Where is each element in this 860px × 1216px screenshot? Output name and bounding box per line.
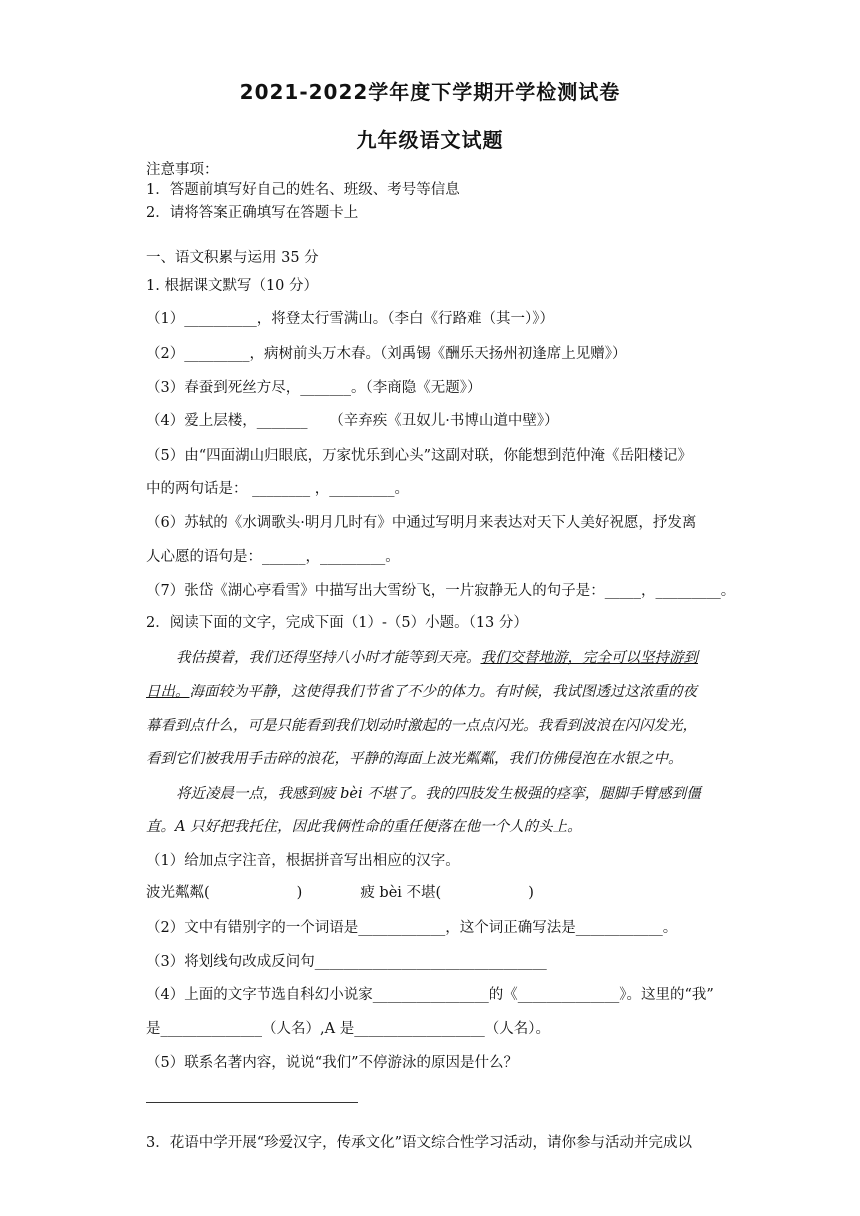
question-1-line-2: （2）_________，病树前头万木春。（刘禹锡《酬乐天扬州初逢席上见赠》） <box>146 346 627 362</box>
subquestion-1-blanks: 波光粼粼( ) 疲 bèi 不堪( ) <box>146 885 534 901</box>
subquestion-5: （5）联系名著内容，说说“我们”不停游泳的原因是什么？ <box>146 1055 519 1071</box>
subquestion-4a: （4）上面的文字节选自科幻小说家________________的《______________》。这里的“我” <box>146 987 714 1003</box>
question-2-title: 2．阅读下面的文字，完成下面（1）-（5）小题。（13 分） <box>146 615 528 631</box>
subquestion-3: （3）将划线句改成反问句________________________________ <box>146 954 547 970</box>
passage-text: 我估摸着，我们还得坚持八小时才能等到天亮。 <box>176 650 481 666</box>
question-1-line-1: （1）__________，将登太行雪满山。（李白《行路难（其一）》） <box>146 311 554 327</box>
answer-line <box>146 1102 358 1103</box>
question-1-title: 1. 根据课文默写（10 分） <box>146 278 319 294</box>
question-1-line-6a: （6）苏轼的《水调歌头·明月几时有》中通过写明月来表达对天下人美好祝愿，抒发离 <box>146 515 697 531</box>
passage-line-6: 直。A 只好把我托住，因此我俩性命的重任便落在他一个人的头上。 <box>146 819 582 835</box>
passage-line-2 <box>146 682 716 702</box>
subquestion-2: （2）文中有错别字的一个词语是____________，这个词正确写法是____________。 <box>146 920 678 936</box>
notes-item-2: 2．请将答案正确填写在答题卡上 <box>146 205 359 221</box>
underlined-sentence: 我们交替地游，完全可以坚持游到 <box>480 650 698 666</box>
question-1-line-7: （7）张岱《湖心亭看雪》中描写出大雪纷飞，一片寂静无人的句子是：_____，_________。 <box>146 583 736 599</box>
subquestion-4b: 是______________（人名）,A 是__________________（人名）。 <box>146 1021 550 1037</box>
passage-line-3: 幕看到点什么，可是只能看到我们划动时激起的一点点闪光。我看到波浪在闪闪发光， <box>146 718 697 734</box>
exam-subtitle: 九年级语文试题 <box>356 128 504 152</box>
subquestion-1: （1）给加点字注音，根据拼音写出相应的汉字。 <box>146 853 460 869</box>
notes-heading: 注意事项： <box>146 162 219 178</box>
question-3-line-1: 3．花语中学开展“珍爱汉字，传承文化”语文综合性学习活动，请你参与活动并完成以 <box>146 1135 693 1151</box>
underlined-sentence-end: 日出。 <box>146 684 190 700</box>
passage-line-5: 将近凌晨一点，我感到疲 bèi 不堪了。我的四肢发生极强的痉挛，腿脚手臂感到僵 <box>176 786 701 802</box>
question-1-line-6b: 人心愿的语句是：______，_________。 <box>146 549 400 565</box>
question-1-line-3: （3）春蚕到死丝方尽，_______。（李商隐《无题》） <box>146 380 482 396</box>
question-1-line-5b: 中的两句话是： ________ ，_________。 <box>146 481 409 497</box>
section-heading: 一、语文积累与运用 35 分 <box>146 250 319 266</box>
passage-line-1 <box>176 648 716 668</box>
notes-item-1: 1．答题前填写好自己的姓名、班级、考号等信息 <box>146 182 460 198</box>
passage-text: 海面较为平静，这使得我们节省了不少的体力。有时候，我试图透过这浓重的夜 <box>189 684 697 700</box>
exam-title: 2021-2022学年度下学期开学检测试卷 <box>239 80 621 104</box>
passage-line-4: 看到它们被我用手击碎的浪花，平静的海面上波光粼粼，我们仿佛侵泡在水银之中。 <box>146 751 683 767</box>
question-1-line-4: （4）爱上层楼，_______ （辛弃疾《丑奴儿·书博山道中壁》） <box>146 413 559 429</box>
question-1-line-5a: （5）由“四面湖山归眼底，万家忧乐到心头”这副对联，你能想到范仲淹《岳阳楼记》 <box>146 448 693 464</box>
